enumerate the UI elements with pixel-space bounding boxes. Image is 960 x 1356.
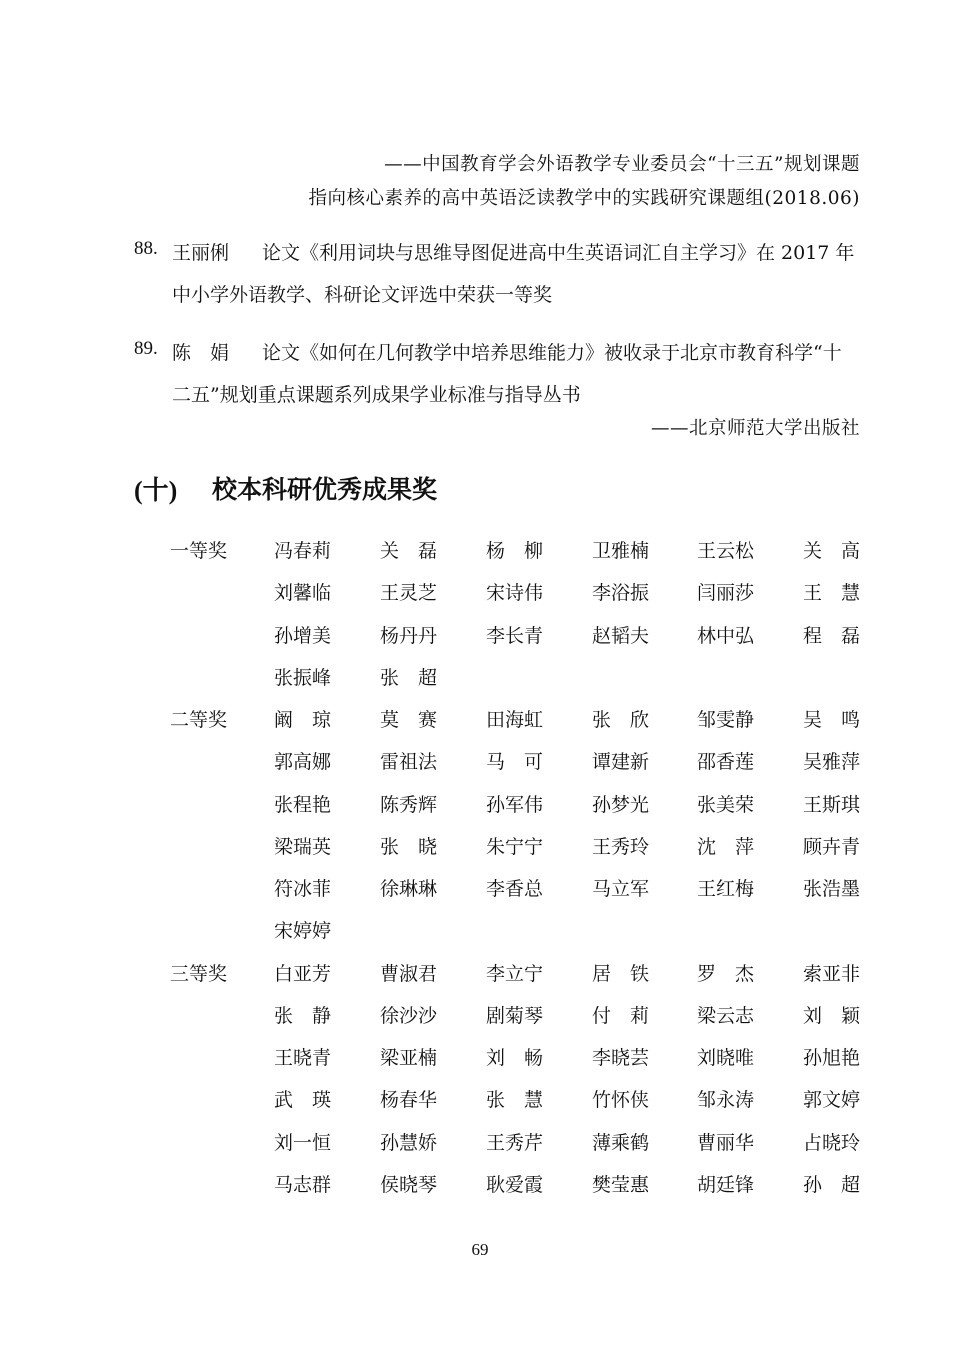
award-recipient-name: 张振峰: [274, 666, 332, 689]
award-recipient-name: 梁云志: [697, 1004, 755, 1027]
award-recipient-name: 王秀玲: [592, 835, 650, 858]
award-recipient-name: 孙梦光: [592, 793, 650, 816]
award-recipient-name: 田海虹: [486, 709, 544, 731]
award-recipient-name: 李长青: [486, 624, 544, 647]
award-recipient-name: 陈秀辉: [380, 793, 438, 816]
award-recipient-name: 杨春华: [380, 1089, 438, 1112]
award-recipient-name: 张美荣: [697, 793, 755, 816]
award-recipient-name: 郭高娜: [274, 751, 332, 774]
section-number: (十): [134, 476, 178, 505]
award-recipient-name: 程 磊: [803, 624, 860, 647]
award-recipient-name: 王秀芹: [486, 1131, 544, 1154]
award-recipient-name: 吴雅萍: [803, 751, 861, 774]
award-recipient-name: 宋诗伟: [486, 582, 544, 605]
award-recipient-name: 刘 颖: [803, 1004, 860, 1027]
award-recipient-name: 郭文婷: [803, 1089, 861, 1112]
award-recipient-name: 李晓芸: [592, 1047, 650, 1069]
award-recipient-name: 梁瑞英: [274, 835, 332, 858]
item-89-number: 89.: [134, 338, 158, 359]
award-recipient-name: 索亚非: [803, 962, 861, 985]
award-recipient-name: 朱宁宁: [486, 835, 544, 858]
award-recipient-name: 占晓玲: [803, 1131, 861, 1154]
award-recipient-name: 雷祖法: [380, 751, 438, 774]
award-recipient-name: 曹淑君: [380, 962, 438, 985]
award-recipient-name: 孙增美: [274, 624, 332, 647]
award-recipient-name: 杨丹丹: [380, 624, 438, 647]
section-title: 校本科研优秀成果奖: [212, 475, 438, 504]
award-recipient-name: 关 磊: [380, 540, 437, 562]
award-recipient-name: 杨 柳: [486, 540, 543, 562]
award-grade-label: 一等奖: [170, 540, 228, 562]
award-recipient-name: 孙旭艳: [803, 1047, 861, 1069]
award-recipient-name: 徐琳琳: [380, 878, 438, 900]
award-recipient-name: 邹永涛: [697, 1089, 755, 1112]
award-recipient-name: 卫雅楠: [592, 540, 650, 562]
award-recipient-name: 张浩墨: [803, 878, 861, 900]
award-recipient-name: 李浴振: [592, 582, 650, 605]
award-grade-label: 二等奖: [170, 709, 228, 731]
award-recipient-name: 马 可: [486, 751, 543, 774]
attribution-line-2: 指向核心素养的高中英语泛读教学中的实践研究课题组(2018.06): [308, 188, 860, 209]
award-recipient-name: 王晓青: [274, 1047, 332, 1069]
award-recipient-name: 林中弘: [697, 624, 755, 647]
award-recipient-name: 宋婷婷: [274, 920, 332, 943]
award-recipient-name: 马立军: [592, 878, 650, 900]
award-recipient-name: 胡廷锋: [697, 1173, 755, 1196]
award-recipient-name: 武 瑛: [274, 1089, 331, 1112]
item-88-text-line-1: 论文《利用词块与思维导图促进高中生英语词汇自主学习》在 2017 年: [262, 242, 855, 264]
page-number: 69: [471, 1240, 489, 1259]
award-recipient-name: 张 慧: [486, 1089, 543, 1112]
item-88-text-line-2: 中小学外语教学、科研论文评选中荣获一等奖: [172, 284, 553, 306]
award-recipient-name: 王斯琪: [803, 793, 861, 816]
item-89-name: 陈 娟: [172, 342, 230, 364]
award-recipient-name: 沈 萍: [697, 835, 754, 858]
award-recipient-name: 侯晓琴: [380, 1173, 438, 1196]
award-recipient-name: 梁亚楠: [380, 1047, 438, 1069]
item-89-text-line-2: 二五”规划重点课题系列成果学业标准与指导丛书: [172, 384, 581, 406]
award-recipient-name: 张 超: [380, 666, 437, 689]
award-recipient-name: 竹怀侠: [592, 1089, 650, 1112]
item-88-name: 王丽俐: [172, 242, 230, 264]
award-recipient-name: 张 欣: [592, 709, 649, 731]
award-recipient-name: 剧菊琴: [486, 1004, 544, 1027]
award-recipient-name: 曹丽华: [697, 1131, 755, 1154]
award-recipient-name: 张 晓: [380, 835, 437, 858]
award-grade-label: 三等奖: [170, 962, 228, 985]
award-recipient-name: 刘馨临: [274, 582, 332, 605]
award-recipient-name: 赵韬夫: [592, 624, 650, 647]
award-recipient-name: 居 铁: [592, 962, 649, 985]
award-recipient-name: 刘 畅: [486, 1047, 543, 1069]
award-recipient-name: 王 慧: [803, 582, 860, 605]
award-recipient-name: 孙慧娇: [380, 1131, 438, 1154]
award-recipient-name: 徐沙沙: [380, 1004, 438, 1027]
award-recipient-name: 阚 琼: [274, 709, 331, 731]
item-88-number: 88.: [134, 238, 158, 259]
award-recipient-name: 闫丽莎: [697, 582, 755, 605]
award-recipient-name: 马志群: [274, 1173, 332, 1196]
award-recipient-name: 邹雯静: [697, 709, 755, 731]
award-recipient-name: 符冰菲: [274, 878, 332, 900]
award-recipient-name: 罗 杰: [697, 962, 754, 985]
award-recipient-name: 关 高: [803, 540, 860, 562]
award-recipient-name: 莫 赛: [380, 709, 437, 731]
award-recipient-name: 张程艳: [274, 793, 332, 816]
award-recipient-name: 张 静: [274, 1004, 331, 1027]
award-recipient-name: 薄乘鹤: [592, 1131, 650, 1154]
item-89-text-line-1: 论文《如何在几何教学中培养思维能力》被收录于北京市教育科学“十: [262, 342, 842, 364]
award-recipient-name: 樊莹惠: [592, 1173, 650, 1196]
award-recipient-name: 刘一恒: [274, 1131, 332, 1154]
attribution-line-1: ——中国教育学会外语教学专业委员会“十三五”规划课题: [384, 154, 860, 175]
award-recipient-name: 王云松: [697, 540, 755, 562]
award-recipient-name: 邵香莲: [697, 751, 755, 774]
award-recipient-name: 李立宁: [486, 962, 544, 985]
award-recipient-name: 孙军伟: [486, 793, 544, 816]
award-recipient-name: 刘晓唯: [697, 1047, 755, 1069]
award-recipient-name: 耿爱霞: [486, 1173, 544, 1196]
award-recipient-name: 王灵芝: [380, 582, 438, 605]
award-recipient-name: 吴 鸣: [803, 709, 860, 731]
award-recipient-name: 冯春莉: [274, 540, 332, 562]
award-recipient-name: 王红梅: [697, 878, 755, 900]
award-recipient-name: 付 莉: [592, 1004, 649, 1027]
award-recipient-name: 白亚芳: [274, 962, 332, 985]
award-recipient-name: 谭建新: [592, 751, 650, 774]
item-89-attribution: ——北京师范大学出版社: [650, 418, 860, 439]
award-recipient-name: 李香总: [486, 878, 544, 900]
award-recipient-name: 孙 超: [803, 1173, 860, 1196]
award-recipient-name: 顾卉青: [803, 835, 861, 858]
